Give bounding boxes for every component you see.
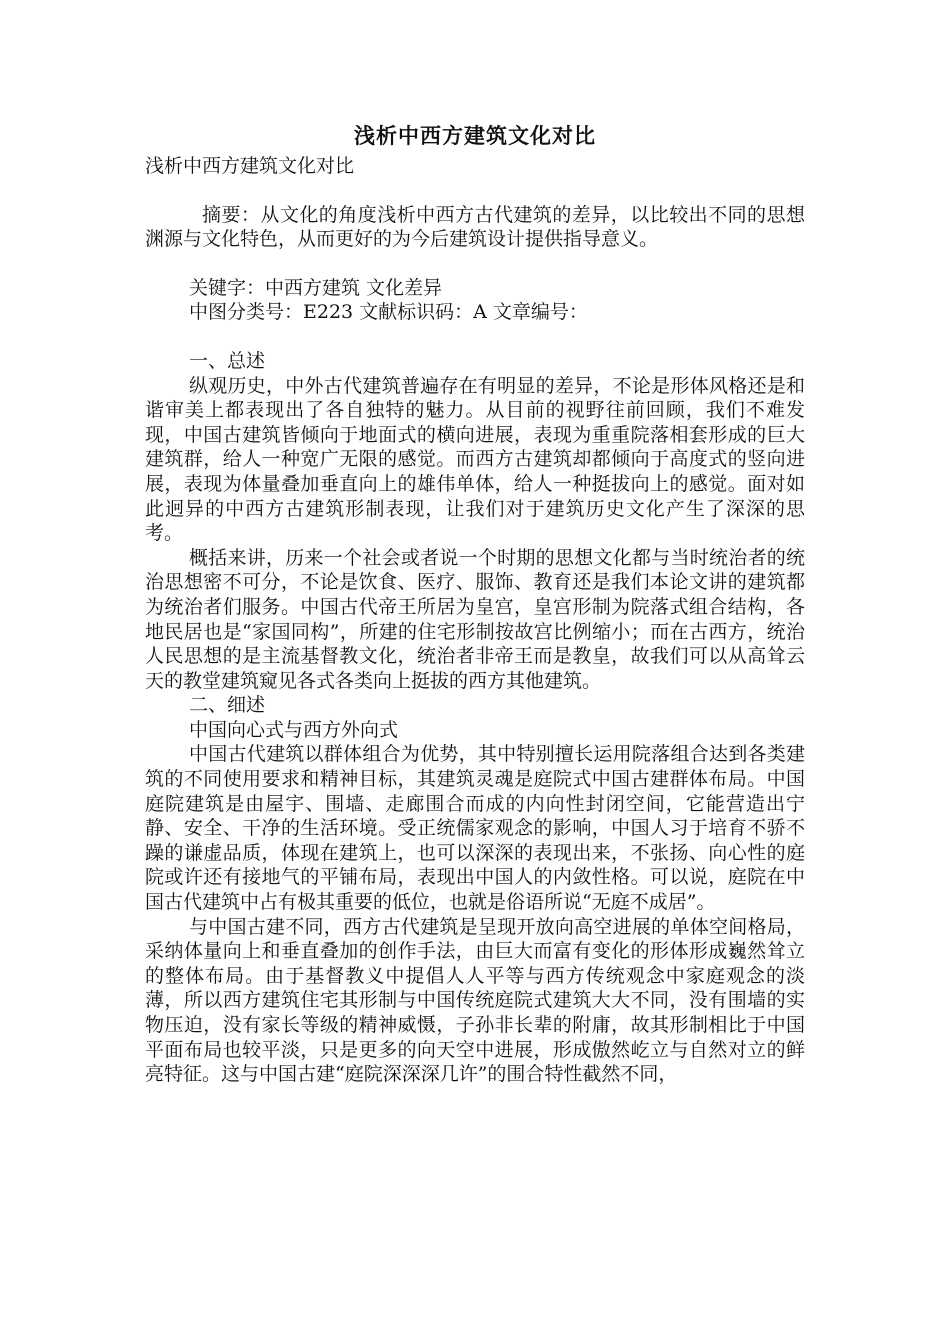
- document-page: [145, 118, 805, 1087]
- section1-paragraph-2: 概括来讲，历来一个社会或者说一个时期的思想文化都与当时统治者的统治思想密不可分，不论是饮食、医疗、服饰、教育还是我们本论文讲的建筑都为统治者们服务。中国古代帝王所居为皇宫，皇宫形制为院落式组合结构，各地民居也是“家国同构”，所建的住宅形制按故宫比例缩小；而在古西方，统治人民思想的是主流基督教文化，统治者非帝王而是教皇，故我们可以从高耸云天的教堂建筑窥见各式各类向上挺拔的西方其他建筑。: [145, 546, 805, 692]
- section2-paragraph-1: 中国古代建筑以群体组合为优势，其中特别擅长运用院落组合达到各类建筑的不同使用要求和精神目标，其建筑灵魂是庭院式中国古建群体布局。中国庭院建筑是由屋宇、围墙、走廊围合而成的内向性封闭空间，它能营造出宁静、安全、干净的生活环境。受正统儒家观念的影响，中国人习于培育不骄不躁的谦虚品质，体现在建筑上，也可以深深的表现出来，不张扬、向心性的庭院或许还有接地气的平铺布局，表现出中国人的内敛性格。可以说，庭院在中国古代建筑中占有极其重要的低位，也就是俗语所说“无庭不成居”。: [145, 743, 805, 914]
- document-subtitle: 浅析中西方建筑文化对比: [145, 155, 355, 177]
- section2-heading: 二、细述: [189, 694, 266, 717]
- classification-line: 中图分类号：E223 文献标识码：A 文章编号：: [189, 301, 588, 324]
- abstract-paragraph: 摘要：从文化的角度浅析中西方古代建筑的差异，以比较出不同的思想渊源与文化特色，从而更好的为今后建筑设计提供指导意义。: [145, 203, 805, 251]
- section2-paragraph-2: 与中国古建不同，西方古代建筑是呈现开放向高空进展的单体空间格局，采纳体量向上和垂直叠加的创作手法，由巨大而富有变化的形体形成巍然耸立的整体布局。由于基督教义中提倡人人平等与西方传统观念中家庭观念的淡薄，所以西方建筑住宅其形制与中国传统庭院式建筑大大不同，没有围墙的实物压迫，没有家长等级的精神威慑，子孙非长辈的附庸，故其形制相比于中国平面布局也较平淡，只是更多的向天空中进展，形成傲然屹立与自然对立的鲜亮特征。这与中国古建“庭院深深深几许”的围合特性截然不同，: [145, 915, 805, 1086]
- keywords-line: 关键字：中西方建筑 文化差异: [189, 276, 443, 299]
- section1-heading: 一、总述: [189, 349, 266, 372]
- section1-paragraph-1: 纵观历史，中外古代建筑普遍存在有明显的差异，不论是形体风格还是和谐审美上都表现出了各自独特的魅力。从目前的视野往前回顾，我们不难发现，中国古建筑皆倾向于地面式的横向进展，表现为重重院落相套形成的巨大建筑群，给人一种宽广无限的感觉。而西方古建筑却都倾向于高度式的竖向进展，表现为体量叠加垂直向上的雄伟单体，给人一种挺拔向上的感觉。面对如此迥异的中西方古建筑形制表现，让我们对于建筑历史文化产生了深深的思考。: [145, 374, 805, 545]
- document-title: 浅析中西方建筑文化对比: [354, 123, 596, 148]
- section2-subheading: 中国向心式与西方外向式: [189, 718, 399, 741]
